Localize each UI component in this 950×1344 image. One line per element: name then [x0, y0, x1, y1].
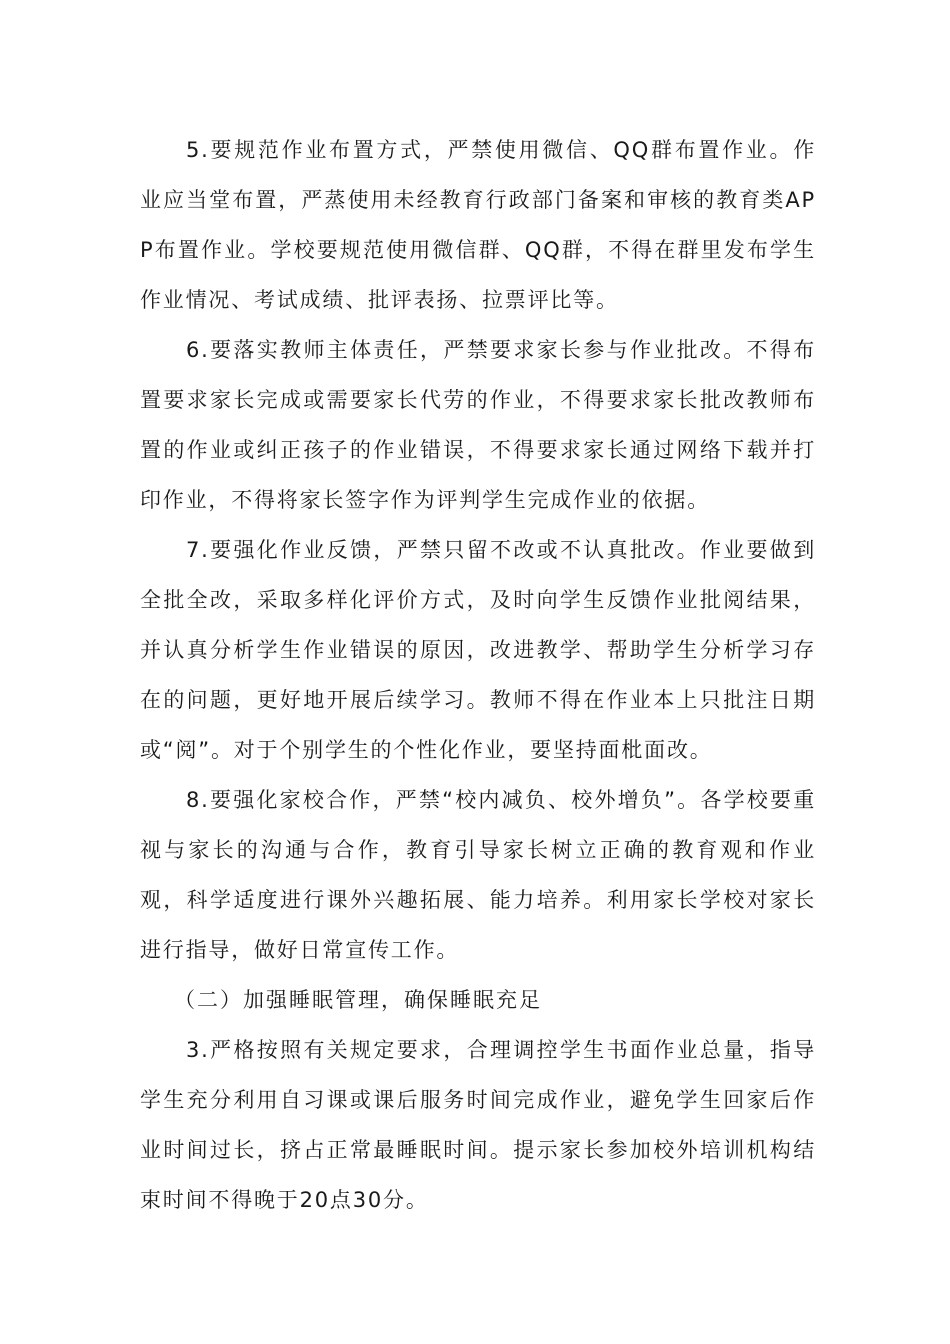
- paragraph-sleep-3: 3.严格按照有关规定要求，合理调控学生书面作业总量，指导学生充分利用自习课或课后服务时间完成作业，避免学生回家后作业时间过长，挤占正常最睡眠时间。提示家长参加校外培训机构结束时间不得晚于20点30分。: [140, 1038, 816, 1212]
- document-body: [140, 125, 816, 1225]
- paragraph-5: 5.要规范作业布置方式，严禁使用微信、QQ群布置作业。作业应当堂布置，严蒸使用未经教育行政部门备案和审核的教育类APP布置作业。学校要规范使用微信群、QQ群，不得在群里发布学生作业情况、考试成绩、批评表扬、拉票评比等。: [140, 138, 816, 312]
- paragraph-8: 8.要强化家校合作，严禁“校内减负、校外增负”。各学校要重视与家长的沟通与合作，教育引导家长树立正确的教育观和作业观，科学适度进行课外兴趣拓展、能力培养。利用家长学校对家长进行指导，做好日常宣传工作。: [140, 788, 816, 962]
- section-heading: （二）加强睡眠管理，确保睡眠充足: [174, 988, 542, 1012]
- paragraph-6: 6.要落实教师主体责任，严禁要求家长参与作业批改。不得布置要求家长完成或需要家长代劳的作业，不得要求家长批改教师布置的作业或纠正孩子的作业错误，不得要求家长通过网络下载并打印作业，不得将家长签字作为评判学生完成作业的依据。: [140, 338, 816, 512]
- paragraph-7: 7.要强化作业反馈，严禁只留不改或不认真批改。作业要做到全批全改，采取多样化评价方式，及时向学生反馈作业批阅结果，并认真分析学生作业错误的原因，改进教学、帮助学生分析学习存在的问题，更好地开展后续学习。教师不得在作业本上只批注日期或“阅”。对于个别学生的个性化作业，要坚持面枇面改。: [140, 538, 816, 762]
